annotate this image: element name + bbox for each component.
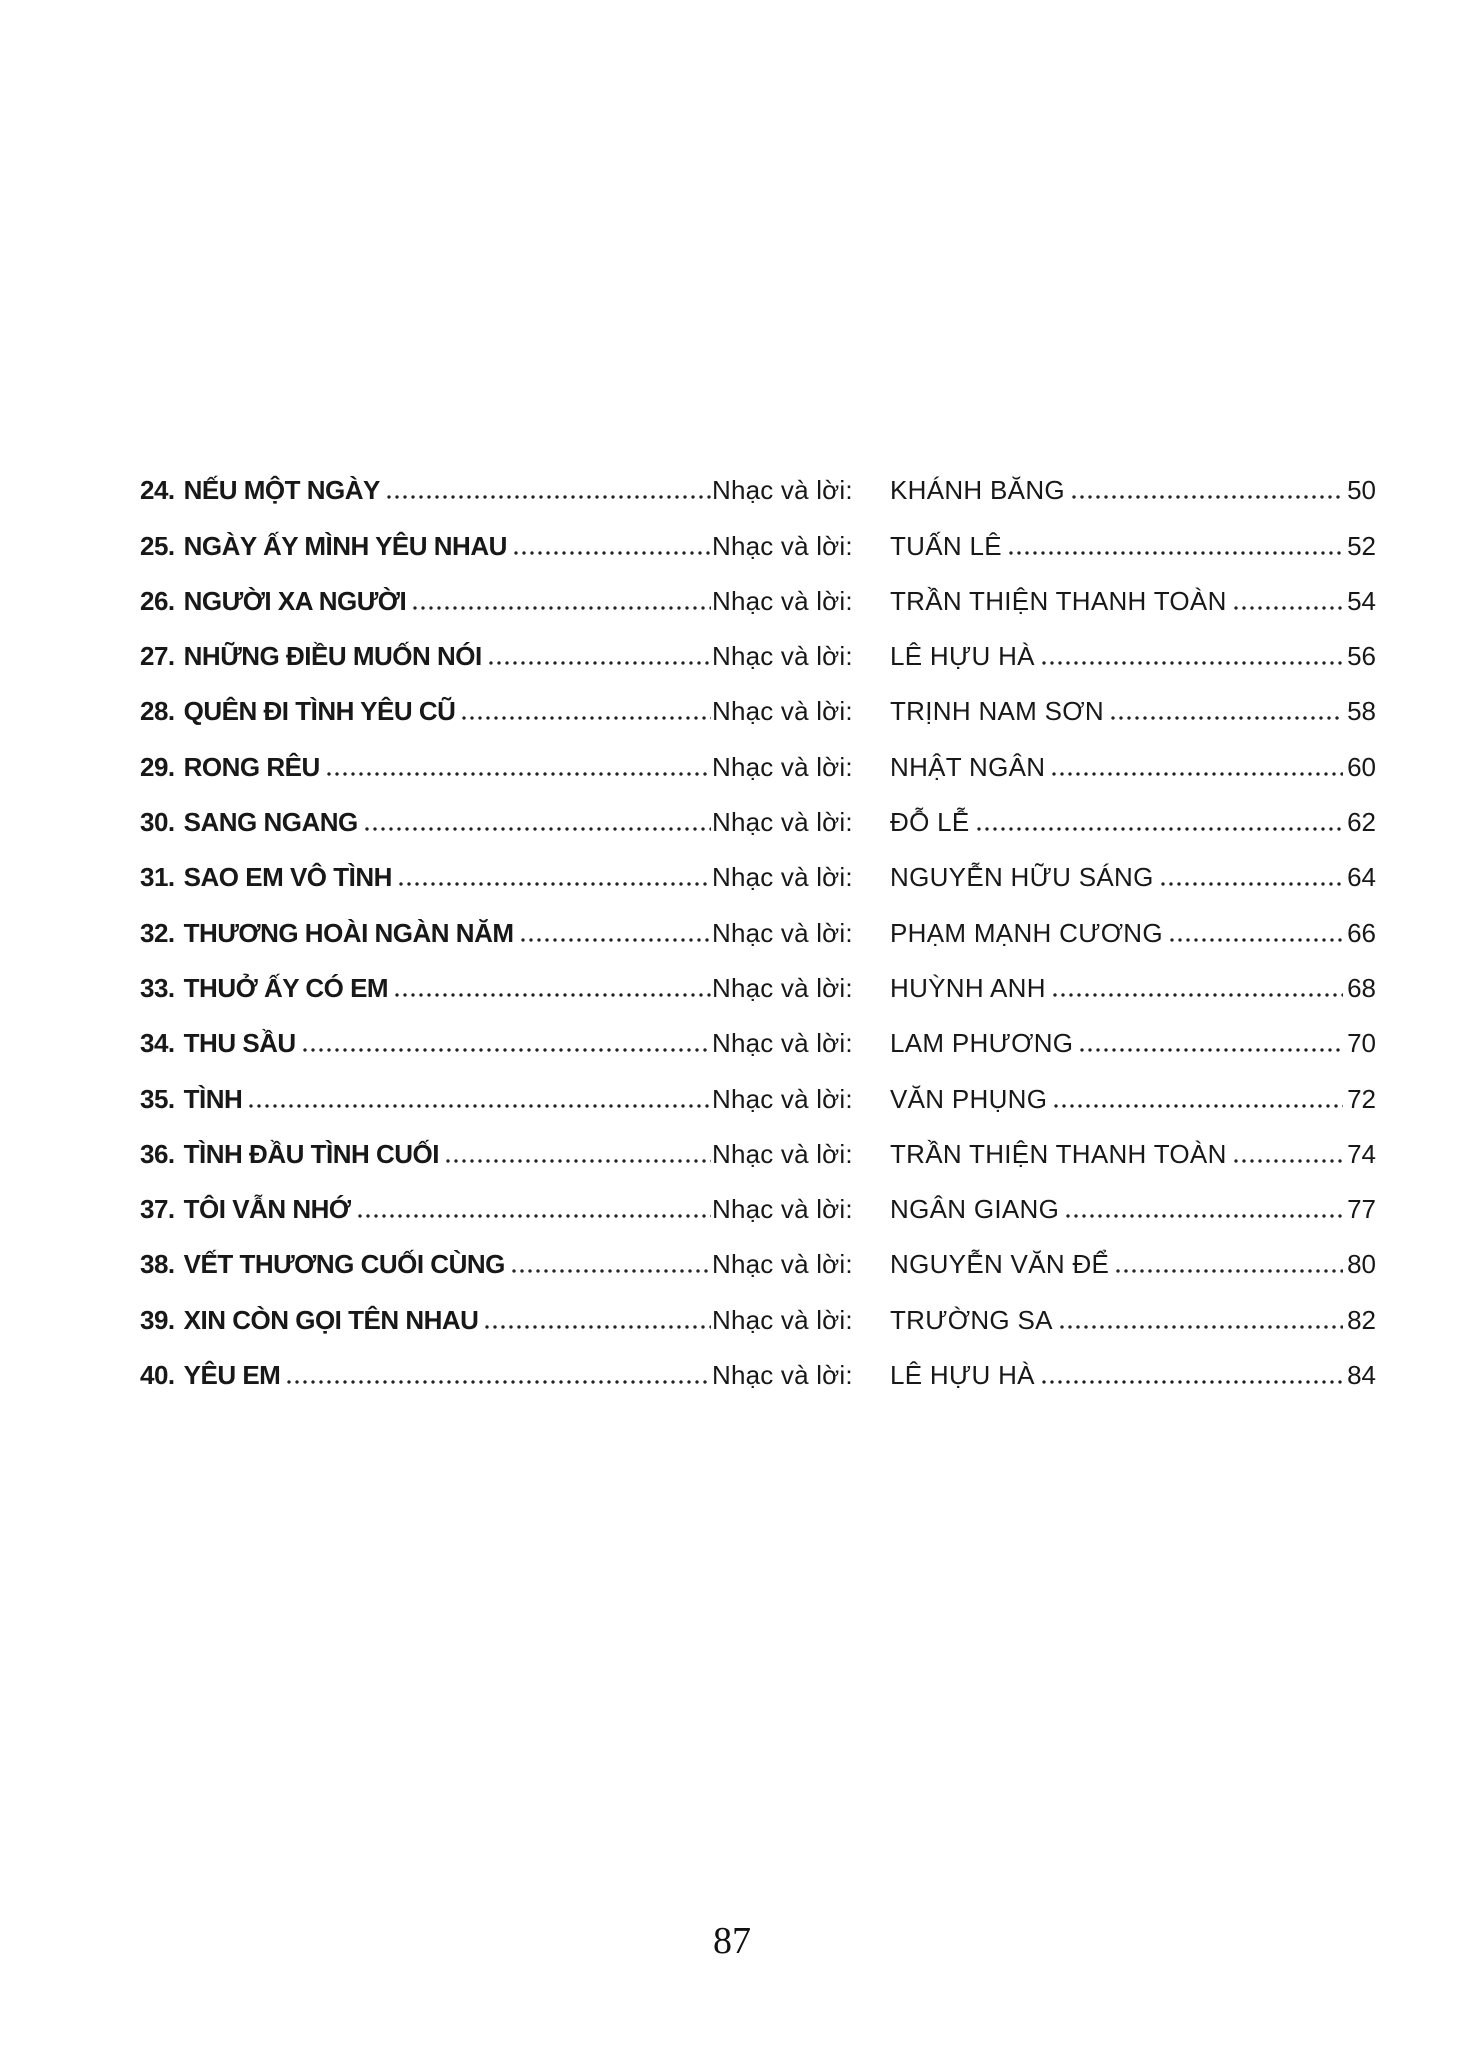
toc-list: [140, 448, 1376, 1391]
entry-number: 35.: [140, 1083, 175, 1114]
music-and-lyrics-label: Nhạc và lời:: [712, 1249, 853, 1280]
dot-leader: [1111, 716, 1343, 720]
entry-number: 34.: [140, 1028, 175, 1059]
dot-leader: [303, 1048, 711, 1052]
entry-page-number: 58: [1347, 696, 1376, 727]
title-cell: [140, 1138, 712, 1169]
entry-page-number: 74: [1347, 1138, 1376, 1169]
dot-leader: [1053, 993, 1343, 997]
entry-author: NGUYỄN HỮU SÁNG: [890, 862, 1154, 893]
toc-entry: [140, 1167, 1376, 1225]
entry-author: NHẬT NGÂN: [890, 751, 1046, 782]
entry-number: 26.: [140, 585, 175, 616]
dot-leader: [1060, 1325, 1343, 1329]
music-and-lyrics-label: Nhạc và lời:: [712, 1194, 853, 1225]
dot-leader: [413, 606, 711, 610]
dot-leader: [514, 551, 711, 555]
toc-entry: [140, 614, 1376, 672]
toc-entry: [140, 1333, 1376, 1391]
title-cell: [140, 972, 712, 1003]
entry-title: NGƯỜI XA NGƯỜI: [183, 585, 407, 616]
entry-title: THƯƠNG HOÀI NGÀN NĂM: [183, 917, 514, 948]
title-cell: [140, 1360, 712, 1391]
music-and-lyrics-label: Nhạc và lời:: [712, 585, 853, 616]
entry-number: 32.: [140, 917, 175, 948]
author-cell: [890, 1138, 1376, 1169]
toc-entry: [140, 1001, 1376, 1059]
dot-leader: [485, 1325, 711, 1329]
music-and-lyrics-label: Nhạc và lời:: [712, 862, 853, 893]
dot-leader: [462, 716, 711, 720]
title-cell: [140, 1194, 712, 1225]
author-cell: [890, 1304, 1376, 1335]
music-and-lyrics-label: Nhạc và lời:: [712, 1028, 853, 1059]
author-cell: [890, 696, 1376, 727]
dot-leader: [1170, 938, 1343, 942]
entry-page-number: 82: [1347, 1304, 1376, 1335]
dot-leader: [395, 993, 711, 997]
entry-title: SANG NGANG: [183, 807, 358, 838]
dot-leader: [249, 1104, 711, 1108]
music-and-lyrics-label: Nhạc và lời:: [712, 972, 853, 1003]
entry-number: 28.: [140, 696, 175, 727]
entry-number: 27.: [140, 641, 175, 672]
entry-number: 29.: [140, 751, 175, 782]
entry-author: TUẤN LÊ: [890, 530, 1002, 561]
entry-page-number: 60: [1347, 751, 1376, 782]
dot-leader: [358, 1214, 711, 1218]
author-cell: [890, 917, 1376, 948]
entry-author: LÊ HỰU HÀ: [890, 641, 1035, 672]
entry-number: 30.: [140, 807, 175, 838]
entry-title: TÌNH: [183, 1083, 243, 1114]
title-cell: [140, 862, 712, 893]
title-cell: [140, 475, 712, 506]
entry-page-number: 84: [1347, 1360, 1376, 1391]
music-and-lyrics-label: Nhạc và lời:: [712, 1360, 853, 1391]
dot-leader: [1042, 661, 1343, 665]
entry-author: PHẠM MẠNH CƯƠNG: [890, 917, 1163, 948]
toc-entry: [140, 1222, 1376, 1280]
music-and-lyrics-label: Nhạc và lời:: [712, 475, 853, 506]
entry-number: 37.: [140, 1194, 175, 1225]
entry-author: TRỊNH NAM SƠN: [890, 696, 1104, 727]
author-cell: [890, 585, 1376, 616]
dot-leader: [1042, 1380, 1343, 1384]
dot-leader: [977, 827, 1344, 831]
author-cell: [890, 972, 1376, 1003]
author-cell: [890, 641, 1376, 672]
dot-leader: [1080, 1048, 1343, 1052]
dot-leader: [1066, 1214, 1343, 1218]
dot-leader: [489, 661, 711, 665]
entry-author: TRẦN THIỆN THANH TOÀN: [890, 585, 1227, 616]
title-cell: [140, 641, 712, 672]
toc-entry: [140, 890, 1376, 948]
toc-entry: [140, 724, 1376, 782]
author-cell: [890, 751, 1376, 782]
title-cell: [140, 1249, 712, 1280]
title-cell: [140, 585, 712, 616]
title-cell: [140, 1304, 712, 1335]
dot-leader: [1234, 606, 1343, 610]
toc-entry: [140, 559, 1376, 614]
dot-leader: [521, 938, 712, 942]
toc-entry: [140, 835, 1376, 893]
dot-leader: [512, 1269, 711, 1273]
entry-author: KHÁNH BĂNG: [890, 475, 1065, 506]
entry-title: XIN CÒN GỌI TÊN NHAU: [183, 1304, 479, 1335]
author-cell: [890, 1083, 1376, 1114]
music-and-lyrics-label: Nhạc và lời:: [712, 1304, 853, 1335]
entry-author: LÊ HỰU HÀ: [890, 1360, 1035, 1391]
dot-leader: [1234, 1159, 1343, 1163]
entry-page-number: 64: [1347, 862, 1376, 893]
music-and-lyrics-label: Nhạc và lời:: [712, 1083, 853, 1114]
author-cell: [890, 1028, 1376, 1059]
entry-number: 38.: [140, 1249, 175, 1280]
title-cell: [140, 696, 712, 727]
entry-author: LAM PHƯƠNG: [890, 1028, 1074, 1059]
toc-entry: [140, 1277, 1376, 1335]
title-cell: [140, 530, 712, 561]
entry-author: ĐỖ LỄ: [890, 807, 970, 838]
author-cell: [890, 1194, 1376, 1225]
title-cell: [140, 751, 712, 782]
entry-page-number: 54: [1347, 585, 1376, 616]
toc-entry: [140, 448, 1376, 506]
dot-leader: [399, 882, 711, 886]
entry-title: QUÊN ĐI TÌNH YÊU CŨ: [183, 696, 456, 727]
entry-title: THUỞ ẤY CÓ EM: [183, 972, 389, 1003]
toc-entry: [140, 1056, 1376, 1114]
author-cell: [890, 530, 1376, 561]
entry-author: NGUYỄN VĂN ĐỂ: [890, 1249, 1110, 1280]
dot-leader: [1052, 772, 1343, 776]
music-and-lyrics-label: Nhạc và lời:: [712, 530, 853, 561]
entry-title: VẾT THƯƠNG CUỐI CÙNG: [183, 1249, 505, 1280]
entry-author: TRẦN THIỆN THANH TOÀN: [890, 1138, 1227, 1169]
entry-page-number: 50: [1347, 475, 1376, 506]
dot-leader: [287, 1380, 711, 1384]
toc-entry: [140, 503, 1376, 561]
entry-author: VĂN PHỤNG: [890, 1083, 1048, 1114]
entry-number: 36.: [140, 1138, 175, 1169]
entry-title: NGÀY ẤY MÌNH YÊU NHAU: [183, 530, 507, 561]
entry-number: 24.: [140, 475, 175, 506]
title-cell: [140, 1028, 712, 1059]
entry-title: THU SẦU: [183, 1028, 296, 1059]
music-and-lyrics-label: Nhạc và lời:: [712, 917, 853, 948]
entry-page-number: 52: [1347, 530, 1376, 561]
toc-entry: [140, 669, 1376, 727]
entry-page-number: 70: [1347, 1028, 1376, 1059]
dot-leader: [387, 495, 711, 499]
author-cell: [890, 1360, 1376, 1391]
entry-number: 39.: [140, 1304, 175, 1335]
toc-entry: [140, 780, 1376, 838]
entry-title: NẾU MỘT NGÀY: [183, 475, 380, 506]
dot-leader: [1161, 882, 1343, 886]
entry-title: RONG RÊU: [183, 751, 320, 782]
entry-page-number: 77: [1347, 1194, 1376, 1225]
music-and-lyrics-label: Nhạc và lời:: [712, 696, 853, 727]
entry-title: TÌNH ĐẦU TÌNH CUỐI: [183, 1138, 439, 1169]
dot-leader: [1054, 1104, 1343, 1108]
music-and-lyrics-label: Nhạc và lời:: [712, 641, 853, 672]
entry-number: 25.: [140, 530, 175, 561]
entry-page-number: 66: [1347, 917, 1376, 948]
author-cell: [890, 807, 1376, 838]
entry-author: TRƯỜNG SA: [890, 1304, 1053, 1335]
entry-number: 31.: [140, 862, 175, 893]
author-cell: [890, 862, 1376, 893]
entry-title: NHỮNG ĐIỀU MUỐN NÓI: [183, 641, 482, 672]
dot-leader: [446, 1159, 711, 1163]
entry-page-number: 62: [1347, 807, 1376, 838]
dot-leader: [365, 827, 711, 831]
entry-author: HUỲNH ANH: [890, 972, 1046, 1003]
title-cell: [140, 1083, 712, 1114]
toc-entry: [140, 946, 1376, 1001]
entry-title: TÔI VẪN NHỚ: [183, 1194, 351, 1225]
entry-page-number: 72: [1347, 1083, 1376, 1114]
dot-leader: [1009, 551, 1343, 555]
entry-title: SAO EM VÔ TÌNH: [183, 862, 392, 893]
page-number: 87: [713, 1920, 751, 1962]
music-and-lyrics-label: Nhạc và lời:: [712, 751, 853, 782]
author-cell: [890, 475, 1376, 506]
entry-title: YÊU EM: [183, 1360, 281, 1391]
dot-leader: [1072, 495, 1343, 499]
dot-leader: [1116, 1269, 1343, 1273]
music-and-lyrics-label: Nhạc và lời:: [712, 807, 853, 838]
entry-page-number: 68: [1347, 972, 1376, 1003]
toc-entry: [140, 1112, 1376, 1167]
entry-number: 40.: [140, 1360, 175, 1391]
dot-leader: [327, 772, 711, 776]
entry-author: NGÂN GIANG: [890, 1194, 1060, 1225]
title-cell: [140, 807, 712, 838]
title-cell: [140, 917, 712, 948]
music-and-lyrics-label: Nhạc và lời:: [712, 1138, 853, 1169]
entry-number: 33.: [140, 972, 175, 1003]
entry-page-number: 56: [1347, 641, 1376, 672]
entry-page-number: 80: [1347, 1249, 1376, 1280]
author-cell: [890, 1249, 1376, 1280]
